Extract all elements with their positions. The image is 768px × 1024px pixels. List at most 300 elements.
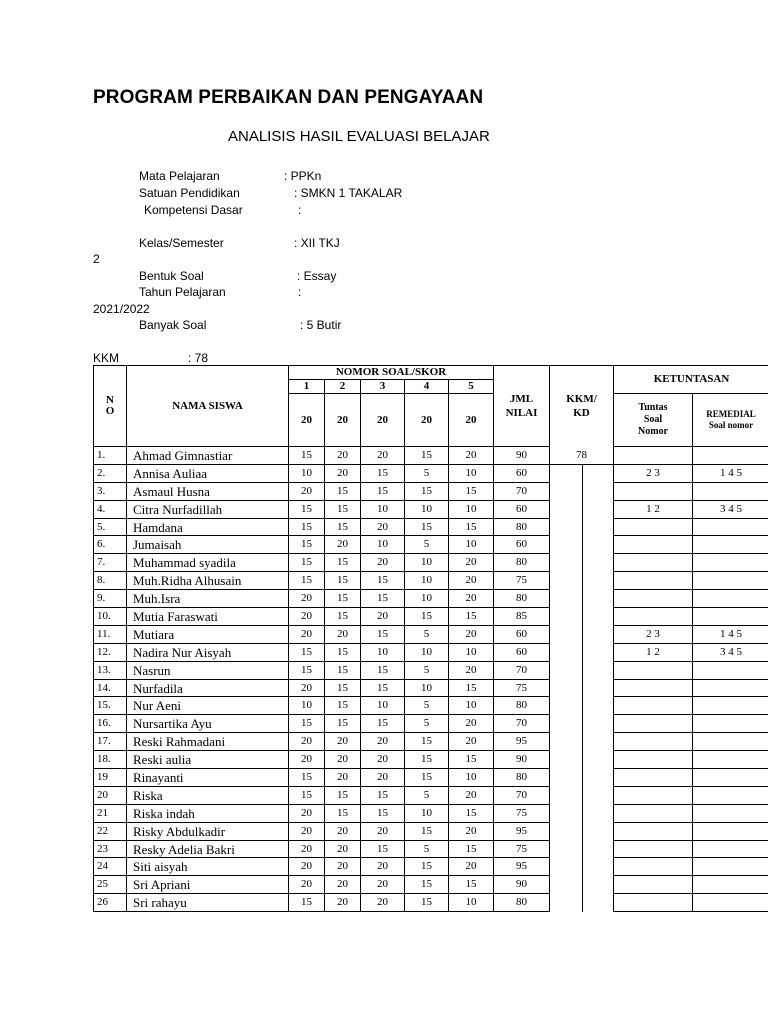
row-skor-5: 10 [449,643,494,661]
row-skor-4: 10 [405,643,449,661]
row-kkm-left [550,822,583,840]
row-remedial [693,769,768,787]
row-jml-nilai: 80 [494,894,550,912]
row-skor-2: 15 [325,554,361,572]
row-skor-5: 20 [449,661,494,679]
row-tuntas [614,715,693,733]
row-remedial [693,786,768,804]
banyak-value: : 5 Butir [300,318,342,332]
header-kkm-kd: KKM/ KD [550,366,614,447]
row-jml-nilai: 90 [494,751,550,769]
row-no: 3. [94,482,127,500]
nilai-table [93,365,768,912]
row-skor-1: 20 [289,482,325,500]
row-skor-5: 15 [449,518,494,536]
row-tuntas [614,804,693,822]
row-nama: Resky Adelia Bakri [127,840,289,858]
row-skor-2: 20 [325,536,361,554]
kd-value: : [298,203,302,217]
row-skor-2: 15 [325,643,361,661]
table-row [94,572,768,590]
row-skor-3: 15 [361,840,405,858]
row-no: 6. [94,536,127,554]
row-skor-1: 15 [289,572,325,590]
row-skor-5: 15 [449,482,494,500]
row-kkm-left [550,876,583,894]
row-nama: Annisa Auliaa [127,464,289,482]
row-no: 2. [94,464,127,482]
row-kkm-right [583,661,614,679]
row-kkm-right [583,786,614,804]
kelas-value: : XII TKJ [294,236,340,250]
table-row [94,643,768,661]
row-skor-4: 10 [405,679,449,697]
row-skor-4: 5 [405,697,449,715]
row-nama: Nurfadila [127,679,289,697]
row-remedial [693,554,768,572]
row-remedial [693,751,768,769]
row-skor-3: 20 [361,733,405,751]
row-skor-3: 10 [361,643,405,661]
row-tuntas [614,572,693,590]
row-skor-3: 20 [361,822,405,840]
row-no: 8. [94,572,127,590]
row-jml-nilai: 70 [494,715,550,733]
row-kkm-right [583,751,614,769]
row-skor-2: 20 [325,733,361,751]
table-row [94,447,768,465]
header-q2: 2 [325,380,361,394]
row-tuntas [614,536,693,554]
row-skor-1: 15 [289,447,325,465]
row-no: 26 [94,894,127,912]
row-remedial [693,679,768,697]
header-nomor-soal: NOMOR SOAL/SKOR [289,366,494,380]
row-kkm-left [550,464,583,482]
row-skor-3: 15 [361,786,405,804]
row-jml-nilai: 90 [494,876,550,894]
kkm-label: KKM [93,351,120,365]
row-skor-5: 10 [449,464,494,482]
row-skor-1: 20 [289,840,325,858]
row-remedial: 3 4 5 [693,500,768,518]
row-kkm-right [583,804,614,822]
row-skor-1: 20 [289,804,325,822]
row-skor-2: 15 [325,572,361,590]
page-title: PROGRAM PERBAIKAN DAN PENGAYAAN [93,87,484,108]
row-no: 12. [94,643,127,661]
row-tuntas: 1 2 [614,500,693,518]
row-kkm-left [550,679,583,697]
tahun-continuation: 2021/2022 [93,302,150,316]
row-skor-1: 15 [289,786,325,804]
row-jml-nilai: 80 [494,697,550,715]
row-jml-nilai: 90 [494,447,550,465]
row-skor-1: 20 [289,822,325,840]
row-skor-5: 20 [449,625,494,643]
row-remedial [693,697,768,715]
row-skor-3: 15 [361,661,405,679]
row-tuntas [614,751,693,769]
row-skor-4: 10 [405,572,449,590]
header-max2: 20 [325,394,361,447]
row-nama: Nur Aeni [127,697,289,715]
row-no: 9. [94,590,127,608]
row-remedial [693,822,768,840]
row-skor-1: 15 [289,536,325,554]
row-nama: Riska [127,786,289,804]
table-row [94,858,768,876]
row-no: 24 [94,858,127,876]
row-tuntas [614,679,693,697]
row-nama: Rinayanti [127,769,289,787]
table-row [94,840,768,858]
row-tuntas [614,840,693,858]
row-kkm-right [583,697,614,715]
satuan-value: : SMKN 1 TAKALAR [294,186,403,200]
row-kkm-left [550,733,583,751]
row-nama: Nasrun [127,661,289,679]
row-skor-2: 15 [325,661,361,679]
row-jml-nilai: 85 [494,608,550,626]
row-kkm-right [583,536,614,554]
row-no: 20 [94,786,127,804]
kd-label: Kompetensi Dasar [144,203,243,217]
row-skor-1: 15 [289,769,325,787]
row-no: 16. [94,715,127,733]
row-skor-4: 5 [405,536,449,554]
row-remedial: 1 4 5 [693,625,768,643]
row-skor-3: 20 [361,769,405,787]
row-jml-nilai: 70 [494,661,550,679]
header-q1: 1 [289,380,325,394]
row-skor-4: 15 [405,894,449,912]
row-skor-4: 5 [405,464,449,482]
row-no: 10. [94,608,127,626]
row-kkm-left [550,572,583,590]
row-kkm-right [583,590,614,608]
row-nama: Reski aulia [127,751,289,769]
row-skor-2: 15 [325,679,361,697]
mapel-value: : PPKn [284,169,322,183]
row-skor-4: 15 [405,769,449,787]
row-skor-2: 20 [325,464,361,482]
row-remedial [693,608,768,626]
row-nama: Muh.Isra [127,590,289,608]
row-skor-5: 20 [449,447,494,465]
table-row [94,822,768,840]
row-skor-5: 20 [449,733,494,751]
row-kkm-left [550,643,583,661]
row-skor-1: 20 [289,751,325,769]
table-row [94,769,768,787]
row-nama: Siti aisyah [127,858,289,876]
row-skor-5: 10 [449,536,494,554]
row-no: 14. [94,679,127,697]
row-tuntas [614,518,693,536]
kelas-label: Kelas/Semester [139,236,224,250]
header-q3: 3 [361,380,405,394]
row-tuntas [614,661,693,679]
row-remedial [693,447,768,465]
row-kkm-left [550,804,583,822]
row-skor-3: 20 [361,518,405,536]
table-row [94,786,768,804]
row-skor-3: 15 [361,464,405,482]
table-row [94,590,768,608]
row-tuntas [614,590,693,608]
row-kkm-left [550,894,583,912]
row-skor-4: 5 [405,840,449,858]
row-kkm-left [550,858,583,876]
row-kkm-left [550,786,583,804]
row-kkm-right [583,858,614,876]
row-no: 23 [94,840,127,858]
row-kkm-left [550,840,583,858]
row-tuntas: 1 2 [614,643,693,661]
row-jml-nilai: 95 [494,858,550,876]
row-skor-2: 20 [325,840,361,858]
row-skor-5: 20 [449,572,494,590]
row-skor-3: 15 [361,482,405,500]
row-kkm-right [583,769,614,787]
row-kkm-right [583,464,614,482]
table-row [94,554,768,572]
row-kkm-right [583,894,614,912]
row-tuntas [614,697,693,715]
row-kkm-right [583,608,614,626]
row-skor-4: 10 [405,804,449,822]
row-skor-5: 15 [449,608,494,626]
row-nama: Riska indah [127,804,289,822]
table-row [94,804,768,822]
row-kkm-left [550,661,583,679]
row-remedial [693,894,768,912]
bentuk-value: : Essay [297,269,337,283]
row-skor-5: 10 [449,697,494,715]
row-skor-4: 10 [405,554,449,572]
row-jml-nilai: 60 [494,625,550,643]
row-skor-1: 15 [289,500,325,518]
row-jml-nilai: 70 [494,786,550,804]
row-skor-2: 20 [325,447,361,465]
header-remedial [693,394,768,447]
row-nama: Ahmad Gimnastiar [127,447,289,465]
row-kkm-left [550,625,583,643]
row-skor-3: 15 [361,625,405,643]
row-skor-3: 20 [361,894,405,912]
row-nama: Sri Apriani [127,876,289,894]
row-no: 17. [94,733,127,751]
row-skor-4: 5 [405,661,449,679]
row-kkm-right [583,679,614,697]
row-skor-3: 10 [361,697,405,715]
row-skor-5: 15 [449,804,494,822]
row-no: 18. [94,751,127,769]
table-row [94,894,768,912]
row-remedial [693,590,768,608]
row-skor-2: 15 [325,608,361,626]
row-skor-2: 15 [325,697,361,715]
row-skor-1: 20 [289,733,325,751]
row-skor-3: 20 [361,608,405,626]
tahun-value: : [298,285,302,299]
mapel-label: Mata Pelajaran [139,169,220,183]
row-skor-5: 10 [449,894,494,912]
row-skor-1: 15 [289,715,325,733]
row-skor-2: 15 [325,518,361,536]
table-row [94,500,768,518]
kelas-continuation: 2 [93,252,100,266]
row-skor-1: 15 [289,554,325,572]
row-skor-2: 15 [325,482,361,500]
row-remedial: 1 4 5 [693,464,768,482]
row-skor-4: 5 [405,786,449,804]
row-kkm-left [550,482,583,500]
row-skor-5: 15 [449,840,494,858]
row-skor-4: 15 [405,876,449,894]
row-skor-5: 15 [449,751,494,769]
row-tuntas [614,447,693,465]
row-skor-5: 20 [449,590,494,608]
row-tuntas [614,858,693,876]
row-no: 21 [94,804,127,822]
table-row [94,464,768,482]
row-remedial [693,536,768,554]
row-skor-3: 20 [361,876,405,894]
row-kkm-right [583,840,614,858]
row-jml-nilai: 70 [494,482,550,500]
row-jml-nilai: 60 [494,500,550,518]
header-nama: NAMA SISWA [127,366,289,447]
row-skor-3: 20 [361,447,405,465]
table-row [94,518,768,536]
row-tuntas [614,822,693,840]
row-skor-2: 15 [325,715,361,733]
row-remedial [693,661,768,679]
row-kkm-right [583,625,614,643]
row-kkm-right [583,554,614,572]
row-skor-3: 15 [361,590,405,608]
header-no: N O [94,366,127,447]
row-remedial [693,518,768,536]
row-skor-3: 15 [361,572,405,590]
row-kkm-right [583,500,614,518]
row-skor-1: 15 [289,518,325,536]
row-kkm-left [550,697,583,715]
row-skor-1: 20 [289,590,325,608]
row-kkm-right [583,733,614,751]
row-jml-nilai: 80 [494,590,550,608]
row-kkm-right [583,876,614,894]
row-skor-3: 15 [361,715,405,733]
row-skor-3: 20 [361,858,405,876]
table-row [94,608,768,626]
tahun-label: Tahun Pelajaran [139,285,226,299]
row-tuntas [614,733,693,751]
row-skor-1: 15 [289,643,325,661]
row-skor-4: 15 [405,751,449,769]
row-nama: Mutiara [127,625,289,643]
row-jml-nilai: 75 [494,804,550,822]
row-remedial [693,482,768,500]
row-nama: Hamdana [127,518,289,536]
row-skor-5: 20 [449,858,494,876]
table-row [94,679,768,697]
row-skor-4: 15 [405,733,449,751]
table-row [94,876,768,894]
row-tuntas [614,608,693,626]
header-q5: 5 [449,380,494,394]
table-row [94,715,768,733]
row-skor-2: 15 [325,786,361,804]
row-skor-5: 20 [449,786,494,804]
row-skor-5: 15 [449,876,494,894]
header-tuntas: Tuntas Soal Nomor [614,394,693,447]
row-skor-4: 15 [405,608,449,626]
row-no: 15. [94,697,127,715]
kkm-value: : 78 [188,351,209,365]
row-skor-1: 20 [289,679,325,697]
row-skor-3: 15 [361,804,405,822]
row-skor-5: 10 [449,500,494,518]
row-remedial [693,804,768,822]
row-kkm-left [550,500,583,518]
header-max1: 20 [289,394,325,447]
row-jml-nilai: 95 [494,822,550,840]
row-jml-nilai: 60 [494,536,550,554]
page-subtitle: ANALISIS HASIL EVALUASI BELAJAR [228,128,490,145]
row-remedial [693,876,768,894]
row-jml-nilai: 75 [494,679,550,697]
row-tuntas [614,769,693,787]
row-kkm-left [550,518,583,536]
row-skor-2: 15 [325,500,361,518]
row-nama: Nursartika Ayu [127,715,289,733]
row-kkm-left [550,590,583,608]
row-nama: Nadira Nur Aisyah [127,643,289,661]
row-skor-1: 15 [289,894,325,912]
row-skor-2: 20 [325,625,361,643]
table-row [94,751,768,769]
row-skor-1: 20 [289,608,325,626]
row-skor-5: 20 [449,822,494,840]
row-no: 4. [94,500,127,518]
table-row [94,536,768,554]
row-kkm-left [550,715,583,733]
row-skor-4: 15 [405,482,449,500]
row-remedial [693,858,768,876]
table-row [94,661,768,679]
row-skor-2: 20 [325,822,361,840]
row-kkm-right [583,643,614,661]
row-no: 1. [94,447,127,465]
row-skor-4: 15 [405,858,449,876]
row-kkm-left [550,751,583,769]
row-nama: Reski Rahmadani [127,733,289,751]
row-nama: Muh.Ridha Alhusain [127,572,289,590]
row-jml-nilai: 75 [494,572,550,590]
row-nama: Jumaisah [127,536,289,554]
table-row [94,697,768,715]
row-remedial [693,715,768,733]
row-kkm-right [583,822,614,840]
row-tuntas [614,554,693,572]
row-skor-2: 20 [325,769,361,787]
row-jml-nilai: 60 [494,643,550,661]
header-max3: 20 [361,394,405,447]
row-tuntas: 2 3 [614,625,693,643]
